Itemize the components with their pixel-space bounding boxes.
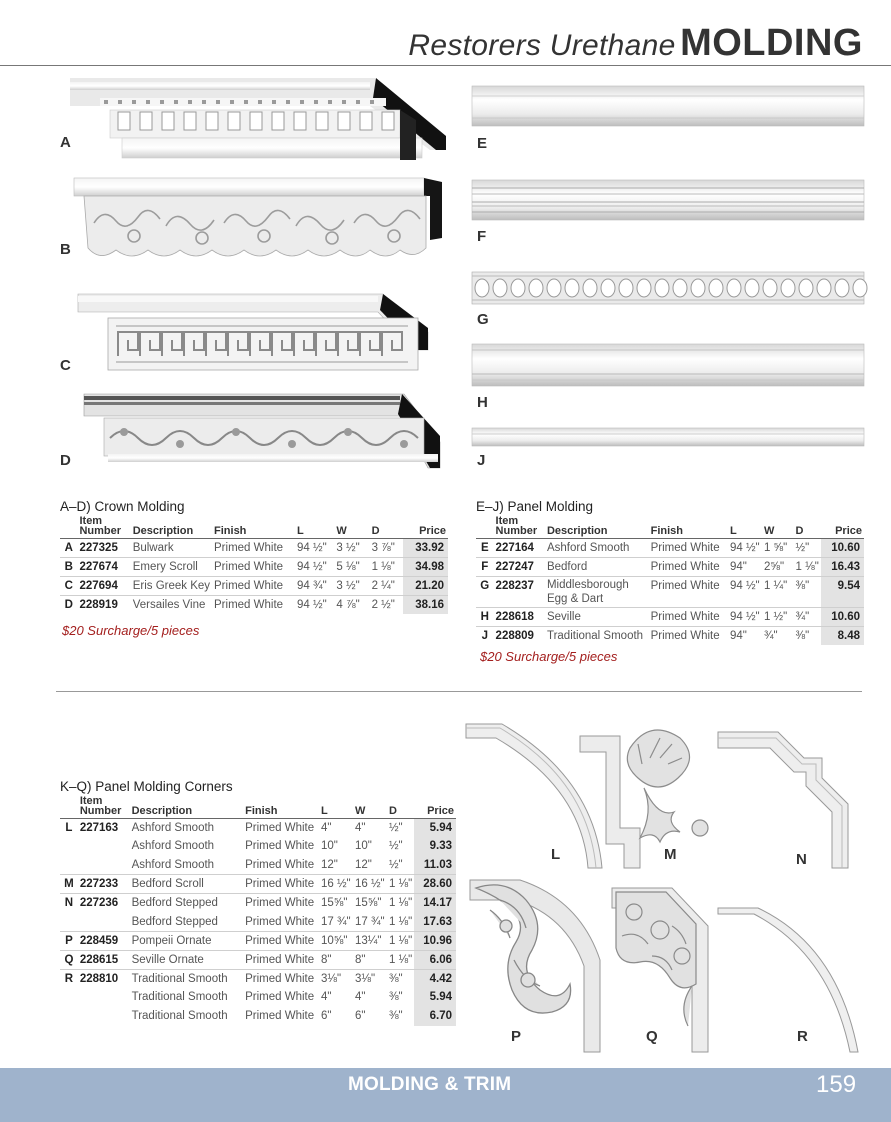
- table-row: [60, 837, 456, 856]
- row-letter: [60, 837, 78, 856]
- description: Ashford Smooth: [545, 539, 649, 558]
- finish: Primed White: [212, 558, 295, 577]
- label-q: Q: [646, 1028, 658, 1045]
- finish: Primed White: [245, 972, 315, 985]
- label-g: G: [477, 311, 489, 328]
- price: 9.54: [821, 577, 864, 608]
- table-row: [60, 558, 448, 577]
- finish: Primed White: [245, 822, 315, 834]
- price: 33.92: [403, 539, 448, 558]
- finish: Primed White: [243, 913, 319, 932]
- finish: Primed White: [243, 875, 319, 894]
- item-number: 228615: [78, 950, 130, 969]
- description: Bedford Stepped: [130, 913, 244, 932]
- length: 94 ½": [728, 577, 762, 608]
- row-letter: A: [60, 539, 77, 558]
- finish: Primed White: [243, 856, 319, 875]
- length: 10⅝": [319, 931, 353, 950]
- item-number: 227233: [78, 875, 130, 894]
- length: 8": [319, 950, 353, 969]
- length: 94": [728, 558, 762, 577]
- finish: Primed White: [245, 991, 315, 1004]
- depth: 1 ⅛": [370, 558, 403, 577]
- item-number: [78, 1007, 130, 1026]
- col-description: Description: [545, 516, 649, 539]
- depth: ⅜": [795, 630, 810, 642]
- depth: ⅜": [388, 1010, 403, 1023]
- depth: 1 ⅛": [387, 950, 414, 969]
- length: 94": [729, 630, 747, 642]
- width: 1 ⅝": [762, 539, 794, 558]
- item-number: 228237: [494, 577, 545, 608]
- crown-molding-a-image: [70, 76, 446, 168]
- table-row: [476, 608, 864, 627]
- col-l: L: [728, 516, 762, 539]
- description: Bedford Stepped: [131, 897, 218, 910]
- price: 5.94: [414, 988, 456, 1007]
- description: Ashford Smooth: [131, 840, 215, 853]
- crown-molding-d-image: [84, 392, 440, 470]
- crown-molding-c-image: [78, 292, 430, 374]
- description: Emery Scroll: [131, 558, 212, 577]
- description: Traditional Smooth: [131, 991, 228, 1004]
- item-number: 228919: [79, 599, 118, 611]
- length: 94 ½": [297, 599, 327, 611]
- row-letter: L: [65, 822, 73, 834]
- price: 6.70: [414, 1007, 456, 1026]
- table-row: [60, 931, 456, 950]
- panel-molding-h-image: [472, 344, 864, 386]
- width: ¾": [763, 630, 778, 642]
- finish: Primed White: [649, 539, 728, 558]
- width: 5 ⅛": [334, 558, 369, 577]
- title-rule: [0, 65, 891, 66]
- length: 12": [319, 856, 353, 875]
- table-row: [60, 1007, 456, 1026]
- crown-surcharge: $20 Surcharge/5 pieces: [62, 623, 200, 638]
- width: 16 ½": [353, 875, 387, 894]
- finish: Primed White: [212, 539, 295, 558]
- label-b: B: [60, 241, 71, 258]
- description: Traditional Smooth: [131, 1010, 228, 1023]
- description: Ashford Smooth: [130, 856, 244, 875]
- width: 10": [354, 840, 372, 853]
- title-bold: MOLDING: [680, 22, 863, 64]
- row-letter: D: [64, 599, 73, 611]
- item-number: 228618: [494, 608, 545, 627]
- depth: 3 ⅞": [370, 539, 403, 558]
- row-letter: E: [476, 539, 494, 558]
- price: 4.42: [414, 969, 456, 988]
- item-number: 228459: [78, 931, 130, 950]
- col-d: D: [794, 516, 821, 539]
- width: 6": [354, 1010, 366, 1023]
- description: Bedford: [545, 558, 649, 577]
- price: 16.43: [821, 558, 864, 577]
- item-number: [78, 988, 130, 1007]
- col-finish: Finish: [649, 516, 728, 539]
- crown-section-title: A–D) Crown Molding: [60, 499, 185, 514]
- price: 11.03: [414, 856, 456, 875]
- item-number: [78, 837, 130, 856]
- label-a: A: [60, 134, 71, 151]
- panel-molding-g-image: [472, 272, 864, 304]
- length: 94 ¾": [295, 577, 334, 596]
- table-row: [476, 558, 864, 577]
- table-row: [60, 856, 456, 875]
- depth: 1 ⅛": [387, 931, 414, 950]
- table-row: [60, 950, 456, 969]
- finish: Primed White: [649, 608, 728, 627]
- col-price: Price: [821, 516, 864, 539]
- item-number: [78, 913, 130, 932]
- finish: Primed White: [212, 577, 295, 596]
- table-row: [60, 539, 448, 558]
- corner-p-image: [470, 880, 610, 1052]
- length: 6": [320, 1010, 332, 1023]
- depth: 2 ½": [371, 599, 395, 611]
- length: 16 ½": [319, 875, 353, 894]
- description: Pompeii Ornate: [130, 931, 244, 950]
- corners-section-title: K–Q) Panel Molding Corners: [60, 779, 233, 794]
- col-item-number: Item Number: [494, 516, 545, 539]
- table-row: [476, 577, 864, 608]
- description: Traditional Smooth: [131, 972, 228, 985]
- label-n: N: [796, 851, 807, 868]
- width: 12": [353, 856, 387, 875]
- depth: 1 ⅛": [387, 913, 414, 932]
- length: 17 ¾": [319, 913, 353, 932]
- col-w: W: [762, 516, 794, 539]
- price: 10.60: [821, 608, 864, 627]
- label-d: D: [60, 452, 71, 469]
- description: Bulwark: [131, 539, 212, 558]
- depth: ⅜": [794, 577, 821, 608]
- row-letter: C: [60, 577, 77, 596]
- item-number: 228810: [79, 972, 119, 985]
- label-h: H: [477, 394, 488, 411]
- item-number: 228809: [495, 630, 534, 642]
- finish: Primed White: [650, 630, 720, 642]
- label-l: L: [551, 846, 561, 863]
- price: 17.63: [414, 913, 456, 932]
- width: 3⅛": [354, 972, 376, 985]
- col-price: Price: [414, 796, 456, 819]
- width: 4": [354, 991, 366, 1004]
- corner-n-image: [718, 718, 864, 868]
- table-row: [60, 875, 456, 894]
- finish: Primed White: [649, 577, 728, 608]
- row-letter: G: [476, 577, 494, 608]
- table-row: [476, 539, 864, 558]
- col-l: L: [295, 516, 334, 539]
- width: 1 ½": [762, 608, 794, 627]
- table-row: [60, 577, 448, 596]
- crown-molding-b-image: [74, 178, 444, 268]
- col-price: Price: [403, 516, 448, 539]
- corner-m-image: [580, 718, 720, 868]
- length: 94 ½": [295, 558, 334, 577]
- item-number: 227236: [79, 897, 119, 910]
- panel-molding-f-image: [472, 180, 864, 220]
- corner-q-image: [612, 886, 712, 1052]
- price: 8.48: [821, 627, 864, 646]
- finish: Primed White: [243, 950, 319, 969]
- depth: ½": [387, 856, 414, 875]
- depth: ⅜": [388, 972, 403, 985]
- item-number: 227247: [494, 558, 545, 577]
- length: 4": [320, 822, 332, 834]
- page-number: 159: [816, 1071, 857, 1098]
- width: 3 ½": [334, 539, 369, 558]
- width: 4": [354, 822, 366, 834]
- col-description: Description: [130, 796, 244, 819]
- price: 14.17: [414, 894, 456, 913]
- col-l: L: [319, 796, 353, 819]
- width: 15⅝": [354, 897, 382, 910]
- row-letter: [60, 1007, 78, 1026]
- row-letter: [60, 913, 78, 932]
- section-divider: [56, 691, 862, 692]
- row-letter: N: [64, 897, 74, 910]
- row-letter: H: [476, 608, 494, 627]
- description: Middlesborough Egg & Dart: [545, 577, 649, 608]
- label-j: J: [477, 452, 486, 469]
- width: 2⅝": [762, 558, 794, 577]
- width: 8": [353, 950, 387, 969]
- crown-table: [60, 516, 448, 614]
- finish: Primed White: [649, 558, 728, 577]
- depth: ½": [388, 822, 403, 834]
- depth: ½": [794, 539, 821, 558]
- corner-r-image: [718, 906, 864, 1052]
- row-letter: Q: [60, 950, 78, 969]
- description: Seville: [545, 608, 649, 627]
- length: 10": [320, 840, 338, 853]
- description: Versailes Vine: [132, 599, 206, 611]
- item-number: 227325: [77, 539, 130, 558]
- finish: Primed White: [245, 897, 315, 910]
- corners-table: [60, 796, 456, 1026]
- label-e: E: [477, 135, 488, 152]
- table-row: [60, 819, 456, 838]
- row-letter: R: [64, 972, 74, 985]
- col-description: Description: [131, 516, 212, 539]
- label-c: C: [60, 357, 71, 374]
- depth: ¾": [794, 608, 821, 627]
- length: 94 ½": [728, 608, 762, 627]
- finish: Primed White: [245, 1010, 315, 1023]
- col-w: W: [353, 796, 387, 819]
- length: 4": [320, 991, 332, 1004]
- panel-molding-e-image: [472, 86, 864, 126]
- description: Traditional Smooth: [546, 630, 644, 642]
- row-letter: F: [476, 558, 494, 577]
- finish: Primed White: [245, 840, 315, 853]
- row-letter: J: [481, 630, 488, 642]
- length: 94 ½": [728, 539, 762, 558]
- label-p: P: [511, 1028, 522, 1045]
- row-letter: [60, 988, 78, 1007]
- label-m: M: [664, 846, 677, 863]
- description: Seville Ornate: [130, 950, 244, 969]
- row-letter: B: [60, 558, 77, 577]
- price: 28.60: [414, 875, 456, 894]
- panel-section-title: E–J) Panel Molding: [476, 499, 594, 514]
- item-number: [78, 856, 130, 875]
- panel-table: [476, 516, 864, 645]
- row-letter: M: [60, 875, 78, 894]
- price: 6.06: [414, 950, 456, 969]
- length: 3⅛": [320, 972, 342, 985]
- panel-molding-j-image: [472, 428, 864, 446]
- row-letter: P: [60, 931, 78, 950]
- panel-surcharge: $20 Surcharge/5 pieces: [480, 649, 618, 664]
- price: 5.94: [414, 819, 456, 838]
- title-light: Restorers Urethane: [408, 29, 676, 62]
- width: 17 ¾": [353, 913, 387, 932]
- item-number: 227694: [77, 577, 130, 596]
- width: 3 ½": [334, 577, 369, 596]
- label-f: F: [477, 228, 487, 245]
- col-finish: Finish: [243, 796, 319, 819]
- price: 34.98: [403, 558, 448, 577]
- depth: 2 ¼": [370, 577, 403, 596]
- col-item-number: Item Number: [77, 516, 130, 539]
- depth: 1 ⅛": [387, 875, 414, 894]
- item-number: 227164: [494, 539, 545, 558]
- item-number: 227674: [77, 558, 130, 577]
- label-r: R: [797, 1028, 808, 1045]
- length: 15⅝": [320, 897, 348, 910]
- depth: ½": [388, 840, 403, 853]
- length: 94 ½": [295, 539, 334, 558]
- item-number: 227163: [79, 822, 119, 834]
- price: 10.60: [821, 539, 864, 558]
- col-w: W: [334, 516, 369, 539]
- description: Eris Greek Key: [131, 577, 212, 596]
- price: 38.16: [403, 596, 448, 615]
- description: Ashford Smooth: [131, 822, 215, 834]
- table-row: [60, 988, 456, 1007]
- width: 1 ¼": [762, 577, 794, 608]
- table-row: [60, 894, 456, 913]
- width: 13¼": [353, 931, 387, 950]
- price: 21.20: [403, 577, 448, 596]
- finish: Primed White: [214, 599, 284, 611]
- finish: Primed White: [243, 931, 319, 950]
- col-finish: Finish: [212, 516, 295, 539]
- depth: 1 ⅛": [388, 897, 413, 910]
- table-row: [60, 969, 456, 988]
- footer-section-label: MOLDING & TRIM: [348, 1074, 512, 1095]
- table-row: [60, 913, 456, 932]
- row-letter: [60, 856, 78, 875]
- width: 4 ⅞": [336, 599, 360, 611]
- description: Bedford Scroll: [130, 875, 244, 894]
- table-row: [476, 627, 864, 646]
- col-d: D: [370, 516, 403, 539]
- price: 9.33: [414, 837, 456, 856]
- depth: ⅜": [388, 991, 403, 1004]
- price: 10.96: [414, 931, 456, 950]
- table-row: [60, 596, 448, 615]
- col-d: D: [387, 796, 414, 819]
- col-item-number: Item Number: [78, 796, 130, 819]
- depth: 1 ⅛": [794, 558, 821, 577]
- page-title: [408, 22, 863, 65]
